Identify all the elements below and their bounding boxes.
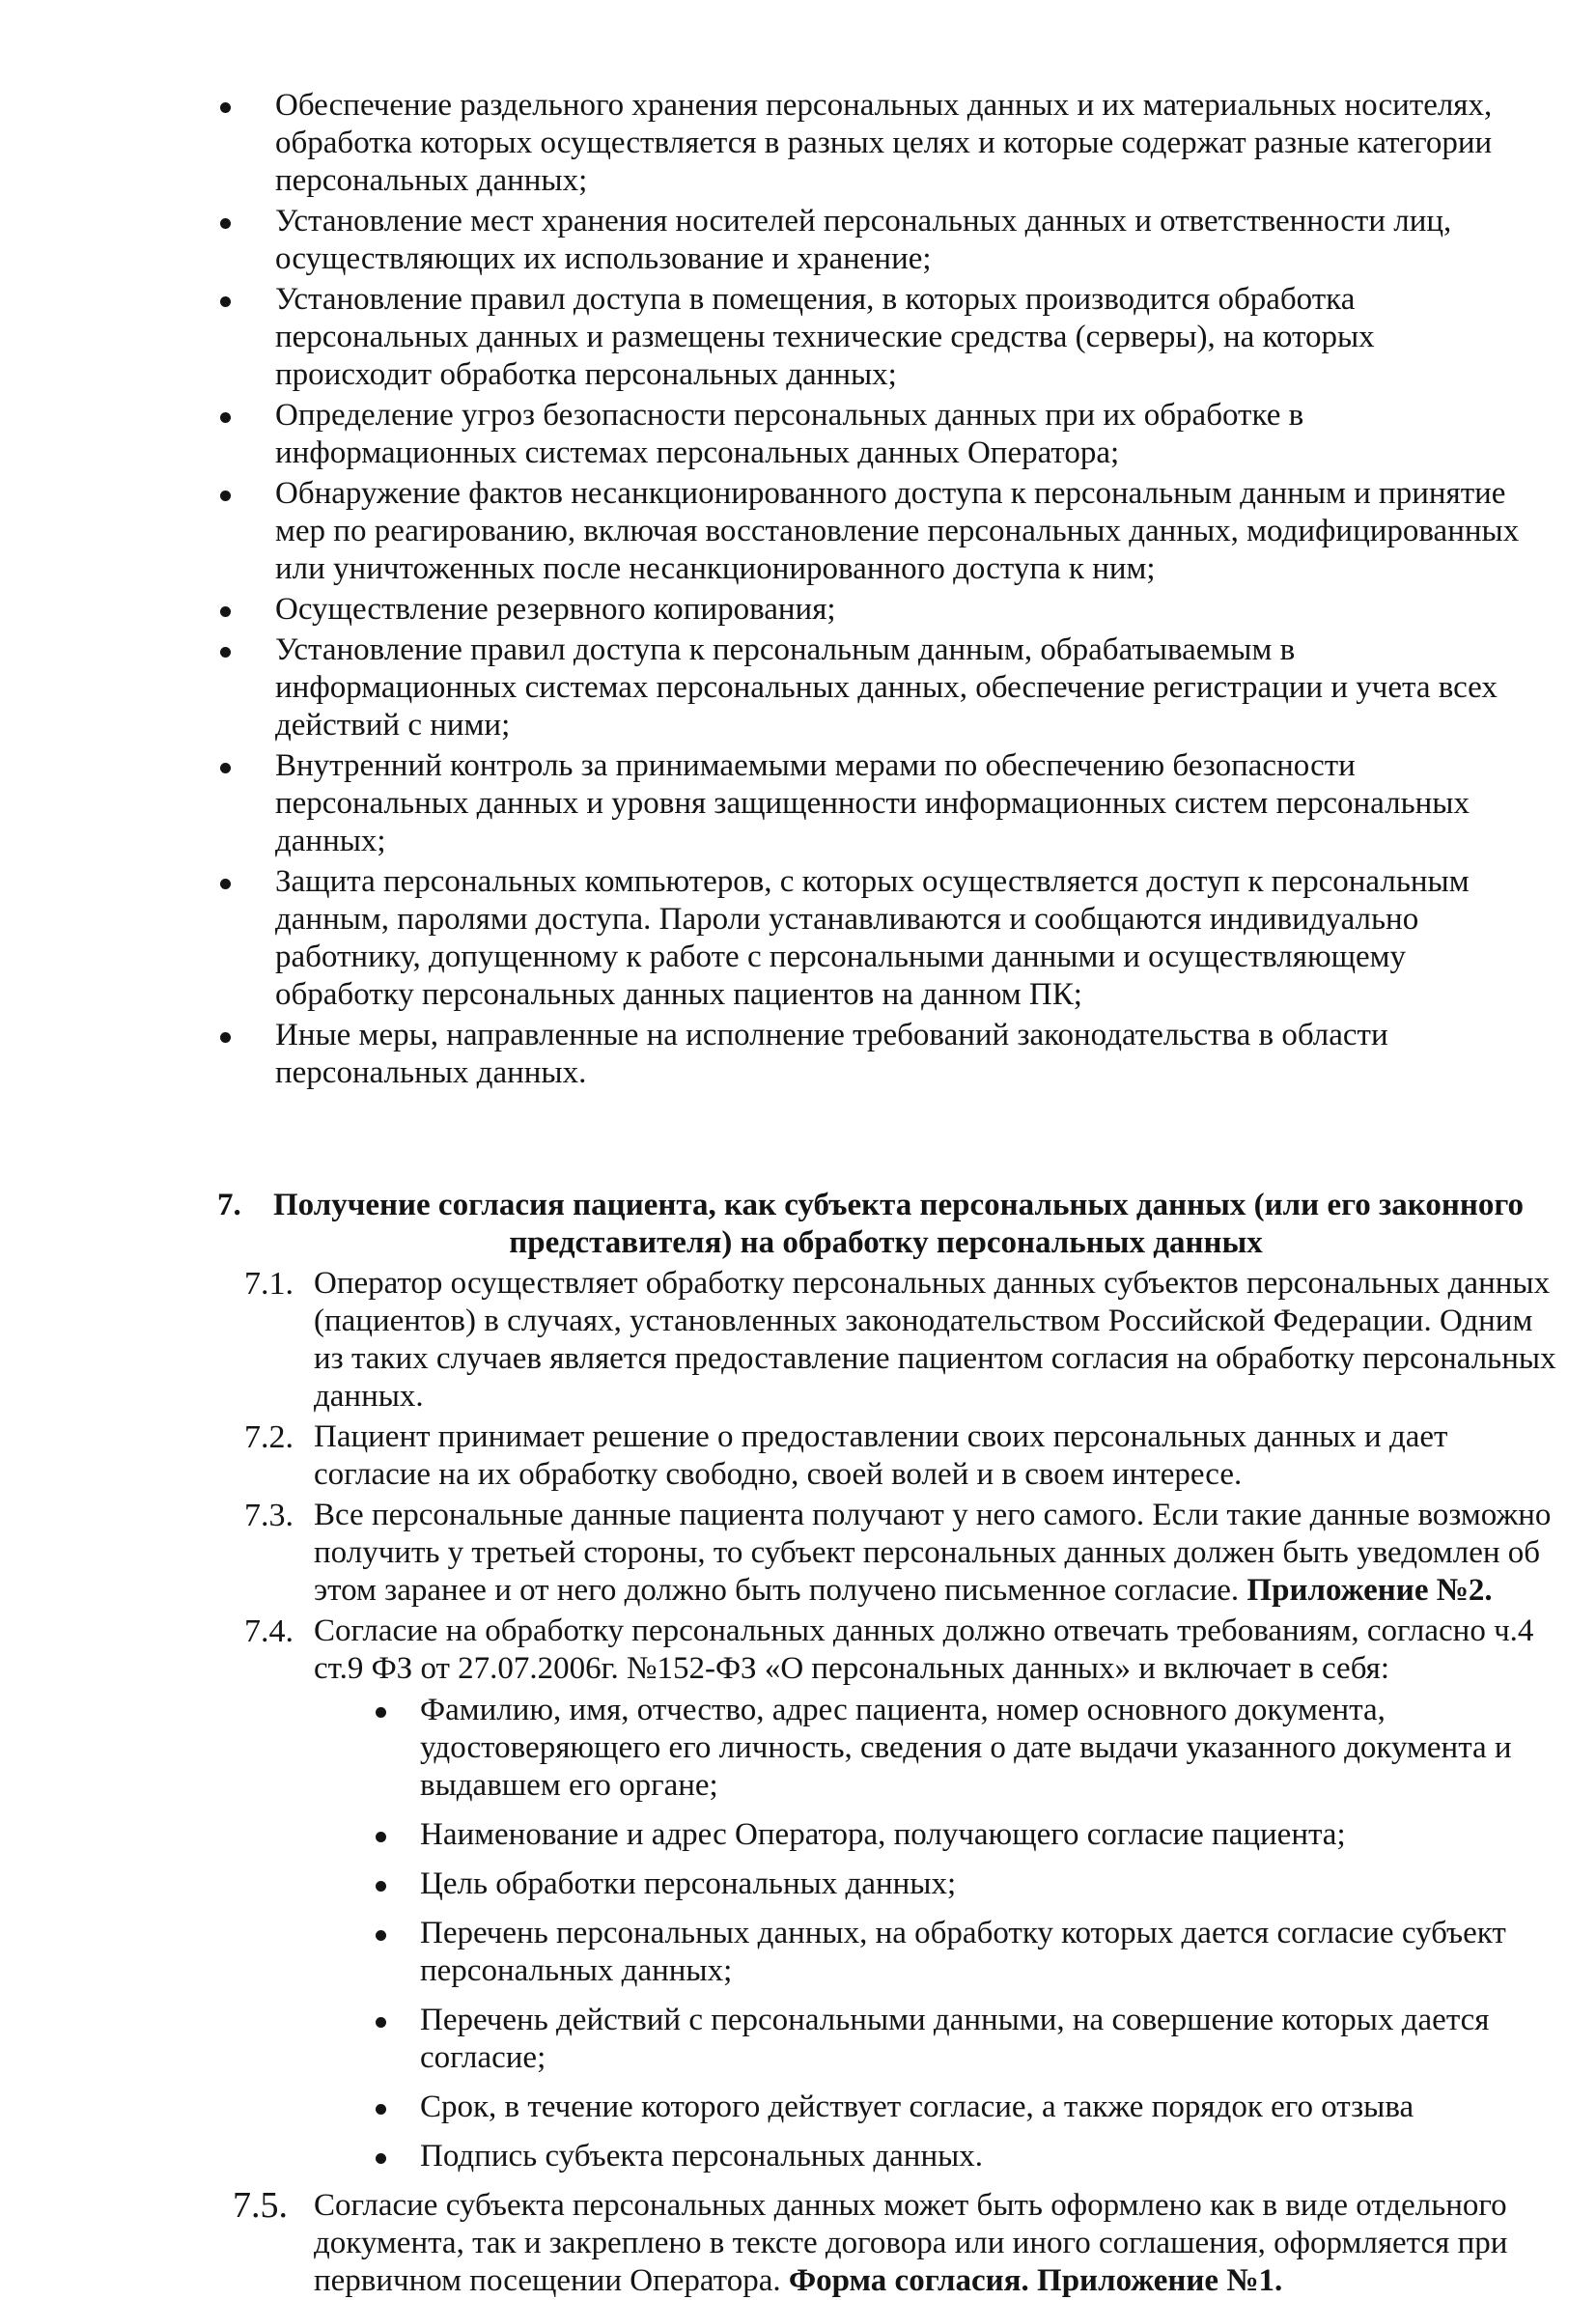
clause-number: 7.3.	[244, 1498, 294, 1533]
bullet-icon	[376, 1930, 386, 1941]
clause-text: Все персональные данные пациента получают у него самого. Если такие данные возможно получить у третьей стороны, то субъект персональных данных должен быть уведомлен об этом заранее и от него должно быть получено письменное согласие. Приложение №2.	[314, 1498, 1552, 1608]
list-item: Наименование и адрес Оператора, получающего согласие пациента;	[420, 1816, 1569, 1854]
list-item: Определение угроз безопасности персональных данных при их обработке в информационных системах персональных данных Оператора;	[275, 397, 1535, 472]
clause-text: Оператор осуществляет обработку персональных данных субъектов персональных данных (пациентов) в случаях, установленных законодательством Российской Федерации. Одним из таких случаев является предоставление пациентом согласия на обработку персональных данных.	[314, 1266, 1556, 1414]
bullet-icon	[220, 647, 231, 658]
clause-number: 7.4.	[244, 1613, 294, 1649]
clause-7-4	[244, 1613, 1569, 2175]
consent-contents-list	[314, 1692, 1569, 2175]
bullet-icon	[220, 412, 231, 423]
list-item: Обнаружение фактов несанкционированного доступа к персональным данным и принятие мер по реагированию, включая восстановление персональных данных, модифицированных или уничтоженных после несанкционированного доступа к ним;	[275, 475, 1535, 588]
security-measures-list	[0, 87, 1596, 1092]
bullet-icon	[220, 1032, 231, 1043]
list-item: Осуществление резервного копирования;	[275, 591, 1535, 629]
list-item: Срок, в течение которого действует согласие, а также порядок его отзыва	[420, 2089, 1569, 2126]
list-item: Обеспечение раздельного хранения персональных данных и их материальных носителях, обработка которых осуществляется в разных целях и которые содержат разные категории персональных данных;	[275, 87, 1535, 200]
bullet-icon	[220, 763, 231, 773]
bullet-icon	[376, 1707, 386, 1718]
clause-7-1	[244, 1265, 1569, 1416]
list-item: Установление правил доступа к персональным данным, обрабатываемым в информационных системах персональных данных, обеспечение регистрации и учета всех действий с ними;	[275, 631, 1535, 744]
clause-7-5	[233, 2185, 1569, 2300]
clause-7-2	[244, 1418, 1569, 1494]
clause-text: Согласие субъекта персональных данных может быть оформлено как в виде отдельного документа, так и закреплено в тексте договора или иного соглашения, оформляется при первичном посещении Оператора. Форма согласия. Приложение №1.	[314, 2188, 1508, 2298]
section-title-line1: Получение согласия пациента, как субъекта персональных данных (или его законного	[273, 1188, 1525, 1222]
section-number: 7.	[217, 1188, 241, 1222]
bullet-icon	[220, 491, 231, 501]
list-item: Иные меры, направленные на исполнение требований законодательства в области персональных данных.	[275, 1017, 1535, 1092]
list-item: Защита персональных компьютеров, с которых осуществляется доступ к персональным данным, паролями доступа. Пароли устанавливаются и сообщаются индивидуально работнику, допущенному к работе с персональными данными и осуществляющему обработку персональных данных пациентов на данном ПК;	[275, 863, 1535, 1014]
clause-text: Пациент принимает решение о предоставлении своих персональных данных и дает согласие на их обработку свободно, своей волей и в своем интересе.	[314, 1419, 1448, 1492]
clause-text: Согласие на обработку персональных данных должно отвечать требованиям, согласно ч.4 ст.9 ФЗ от 27.07.2006г. №152-ФЗ «О персональных данных» и включает в себя:	[314, 1613, 1534, 1686]
bullet-icon	[220, 296, 231, 307]
section-title-line2: представителя) на обработку персональных данных	[509, 1225, 1263, 1260]
appendix-reference: Форма согласия. Приложение №1.	[788, 2263, 1283, 2298]
clause-number: 7.2.	[244, 1419, 294, 1455]
bullet-icon	[220, 879, 231, 889]
list-item: Перечень персональных данных, на обработку которых дается согласие субъект персональных данных;	[420, 1915, 1569, 1990]
bullet-icon	[376, 1881, 386, 1892]
bullet-icon	[220, 606, 231, 617]
list-item: Внутренний контроль за принимаемыми мерами по обеспечению безопасности персональных данных и уровня защищенности информационных систем персональных данных;	[275, 747, 1535, 860]
clause-number: 7.5.	[233, 2185, 288, 2226]
list-item: Цель обработки персональных данных;	[420, 1865, 1569, 1903]
section-7-heading	[217, 1187, 1554, 1262]
clause-7-3	[244, 1497, 1569, 1610]
bullet-icon	[220, 218, 231, 229]
list-item: Перечень действий с персональными данными, на совершение которых дается согласие;	[420, 2002, 1569, 2077]
list-item: Фамилию, имя, отчество, адрес пациента, номер основного документа, удостоверяющего его личность, сведения о дате выдачи указанного документа и выдавшем его органе;	[420, 1692, 1569, 1805]
list-item: Установление правил доступа в помещения, в которых производится обработка персональных данных и размещены технические средства (серверы), на которых происходит обработка персональных данных;	[275, 281, 1535, 394]
clause-number: 7.1.	[244, 1266, 294, 1302]
bullet-icon	[376, 2153, 386, 2164]
list-item: Подпись субъекта персональных данных.	[420, 2138, 1569, 2175]
bullet-icon	[376, 1832, 386, 1842]
appendix-reference: Приложение №2.	[1246, 1573, 1493, 1608]
bullet-icon	[220, 102, 231, 113]
bullet-icon	[376, 2017, 386, 2028]
bullet-icon	[376, 2104, 386, 2115]
list-item: Установление мест хранения носителей персональных данных и ответственности лиц, осуществляющих их использование и хранение;	[275, 203, 1535, 278]
